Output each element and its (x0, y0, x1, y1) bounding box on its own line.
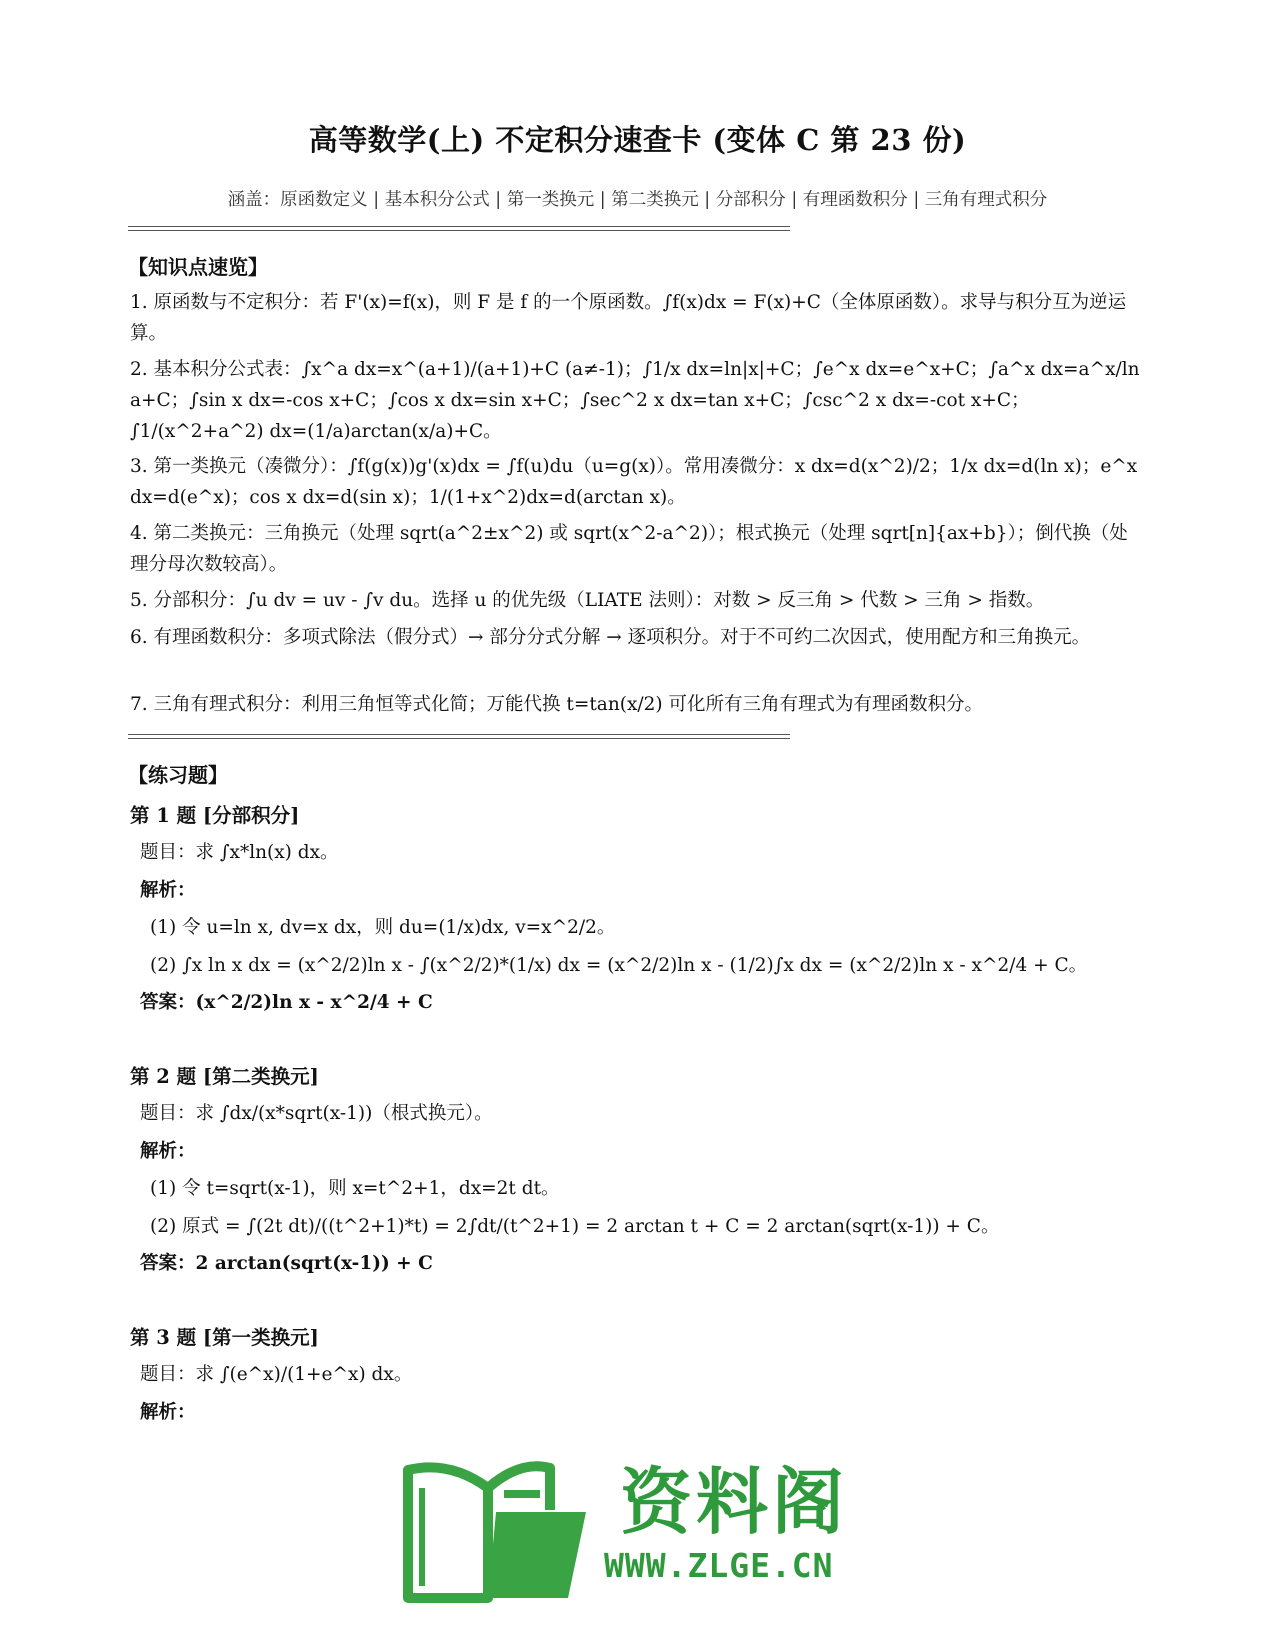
watermark-brand-text: 资料阁 (620, 1460, 849, 1544)
knowledge-heading: 【知识点速览】 (128, 255, 268, 279)
knowledge-item-7: 7. 三角有理式积分：利用三角恒等式化简；万能代换 t=tan(x/2) 可化所有三角有理式为有理函数积分。 (130, 694, 983, 715)
problem-2-question: 题目：求 ∫dx/(x*sqrt(x-1))（根式换元）。 (140, 1103, 493, 1124)
knowledge-item-3: 3. 第一类换元（凑微分）：∫f(g(x))g'(x)dx = ∫f(u)du（u=g(x)）。常用凑微分：x dx=d(x^2)/2；1/x dx=d(ln x)；e^x dx=d(e^x)；cos x dx=d(sin x)；1/(1+x^2)dx=d(arctan x)。 (130, 456, 1138, 508)
knowledge-item-2: 2. 基本积分公式表：∫x^a dx=x^(a+1)/(a+1)+C (a≠-1)；∫1/x dx=ln|x|+C；∫e^x dx=e^x+C；∫a^x dx=a^x/ln a+C；∫sin x dx=-cos x+C；∫cos x dx=sin x+C；∫sec^2 x dx=tan x+C；∫csc^2 x dx=-cot x+C；∫1/(x^2+a^2) dx=(1/a)arctan(x/a)+C。 (130, 359, 1140, 442)
knowledge-item-1: 1. 原函数与不定积分：若 F'(x)=f(x)，则 F 是 f 的一个原函数。∫f(x)dx = F(x)+C（全体原函数）。求导与积分互为逆运算。 (130, 292, 1127, 344)
open-book-folder-icon (400, 1448, 590, 1608)
problem-3-question: 题目：求 ∫(e^x)/(1+e^x) dx。 (140, 1364, 413, 1385)
watermark-logo (400, 1448, 870, 1608)
knowledge-item-6: 6. 有理函数积分：多项式除法（假分式）→ 部分分式分解 → 逐项积分。对于不可约二次因式，使用配方和三角换元。 (130, 627, 1091, 648)
knowledge-item-5: 5. 分部积分：∫u dv = uv - ∫v du。选择 u 的优先级（LIATE 法则）：对数 > 反三角 > 代数 > 三角 > 指数。 (130, 590, 1045, 611)
problem-3-heading: 第 3 题 [第一类换元] (130, 1326, 319, 1349)
watermark-url-text: WWW.ZLGE.CN (604, 1546, 834, 1585)
problem-2-step-2: (2) 原式 = ∫(2t dt)/((t^2+1)*t) = 2∫dt/(t^2+1) = 2 arctan t + C = 2 arctan(sqrt(x-1)) + C。 (150, 1216, 1000, 1237)
knowledge-item-4: 4. 第二类换元：三角换元（处理 sqrt(a^2±x^2) 或 sqrt(x^2-a^2)）；根式换元（处理 sqrt[n]{ax+b}）；倒代换（处理分母次数较高）。 (130, 523, 1128, 575)
problem-1-analysis-label: 解析： (140, 880, 196, 901)
separator-rule (128, 226, 790, 231)
problem-2-step-1: (1) 令 t=sqrt(x-1)，则 x=t^2+1，dx=2t dt。 (150, 1178, 560, 1199)
problem-1-answer: 答案：(x^2/2)ln x - x^2/4 + C (140, 992, 433, 1013)
problem-1-heading: 第 1 题 [分部积分] (130, 804, 300, 827)
problem-1-step-2: (2) ∫x ln x dx = (x^2/2)ln x - ∫(x^2/2)*(1/x) dx = (x^2/2)ln x - (1/2)∫x dx = (x^2/2)ln x - x^2/4 + C。 (150, 955, 1088, 976)
problem-2-heading: 第 2 题 [第二类换元] (130, 1065, 319, 1088)
practice-heading: 【练习题】 (128, 763, 228, 787)
document-title: 高等数学(上) 不定积分速查卡 (变体 C 第 23 份) (308, 123, 967, 157)
problem-2-answer: 答案：2 arctan(sqrt(x-1)) + C (140, 1253, 433, 1274)
separator-rule (128, 734, 790, 739)
problem-2-analysis-label: 解析： (140, 1141, 196, 1162)
problem-1-question: 题目：求 ∫x*ln(x) dx。 (140, 842, 339, 863)
problem-1-step-1: (1) 令 u=ln x, dv=x dx，则 du=(1/x)dx, v=x^2/2。 (150, 917, 616, 938)
problem-3-analysis-label: 解析： (140, 1402, 196, 1423)
document-subtitle: 涵盖：原函数定义 | 基本积分公式 | 第一类换元 | 第二类换元 | 分部积分 | 有理函数积分 | 三角有理式积分 (227, 190, 1048, 210)
